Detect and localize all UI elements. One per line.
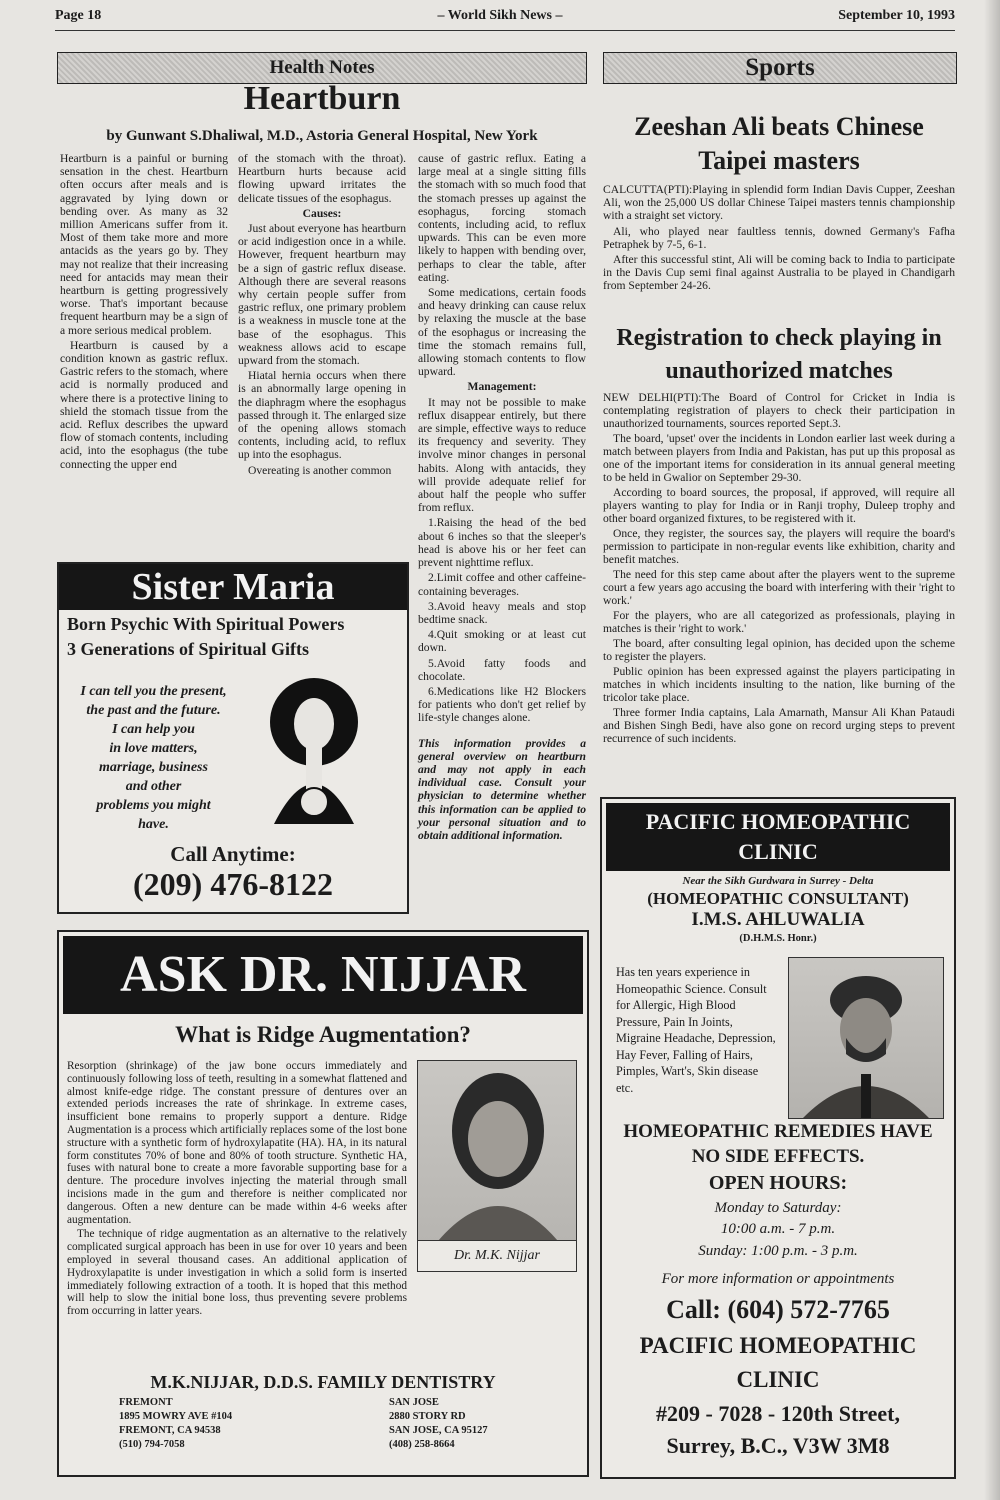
paragraph: The board, after consulting legal opinion, has decided upon the scheme to register the players. [603,637,955,663]
hours-weekday-time: 10:00 a.m. - 7 p.m. [720,1221,836,1237]
consultant-portrait-icon [789,958,943,1118]
ad-question: What is Ridge Augmentation? [175,1022,471,1047]
more-info: For more information or appointments [661,1271,895,1287]
paragraph: Ali, who played near faultless tennis, downed Germany's Fafha Petraphek by 7-5, 6-1. [603,224,955,251]
remedies-slogan: HOMEOPATHIC REMEDIES HAVE NO SIDE EFFECTS. [623,1121,933,1167]
hours-weekday: Monday to Saturday: [714,1200,842,1216]
management-heading: Management: [467,380,537,394]
page-edge-shadow [984,0,1000,1500]
clinic-name: PACIFIC HOMEOPATHIC CLINIC [639,1333,917,1392]
ask-dr-nijjar-ad [57,930,589,1477]
sports-label: Sports [745,54,815,81]
practice-name: M.K.NIJJAR, D.D.S. FAMILY DENTISTRY [150,1372,496,1392]
paragraph: For the players, who are all categorized as professionals, playing in matches is their 'right to work.' [603,609,955,635]
fremont-address: FREMONT 1895 MOWRY AVE #104 FREMONT, CA 94538 (510) 794-7058 [119,1397,233,1450]
paragraph: Some medications, certain foods and heavy drinking can cause relux by relaxing the muscle at the base of the esophagus or increasing the time the stomach remains full, allowing stomach contents to flow upward. [418,286,586,379]
newspaper-name: – World Sikh News – [437,8,563,23]
sports-article-1 [603,183,955,295]
paragraph: 2.Limit coffee and other caffeine-containing beverages. [418,571,586,598]
paragraph: The board, 'upset' over the incidents in London earlier last week during a match between players from India and Pakistan, has put up this proposal as one of the important items for consideration in its annual general meeting to be held in Gwalior on September 29-30. [603,432,955,484]
health-column-1 [60,152,228,473]
health-column-3 [418,152,586,844]
doctor-portrait-icon [418,1061,576,1241]
paragraph: According to board sources, the proposal, if approved, will require all players wanting to play for India or in Ranji trophy, Duleep trophy and other board organized fixtures, to be registered with it. [603,486,955,525]
sanjose-address: SAN JOSE 2880 STORY RD SAN JOSE, CA 95127 (408) 258-8664 [389,1397,488,1450]
sports-headline-1: Zeeshan Ali beats Chinese Taipei masters [634,112,924,175]
pacific-homeopathic-ad [600,797,956,1479]
psychic-figure-icon [254,674,374,834]
paragraph: 6.Medications like H2 Blockers for patients who don't get relief by life-style changes alone. [418,684,586,725]
ad-title: Sister Maria [59,564,407,610]
paragraph: 1.Raising the head of the bed about 6 inches so that the sleeper's head is above his or her feet can prevent nighttime reflux. [418,516,586,570]
photo-caption: Dr. M.K. Nijjar [418,1240,576,1271]
ad-phone: (209) 476-8122 [133,866,333,902]
clinic-address-1: #209 - 7028 - 120th Street, [656,1401,900,1426]
call-label: Call Anytime: [170,842,296,866]
paragraph: 3.Avoid heavy meals and stop bedtime snack. [418,599,586,626]
health-notes-label: Health Notes [269,57,375,78]
paragraph: Overeating is another common [248,463,392,477]
ad-line-1: Born Psychic With Spiritual Powers [67,614,345,634]
ad-title: ASK DR. NIJJAR [63,936,583,1014]
hours-sunday: Sunday: 1:00 p.m. - 3 p.m. [698,1243,858,1259]
sports-article-2 [603,391,955,747]
consultant-label: (HOMEOPATHIC CONSULTANT) [647,889,909,908]
nijjar-text [67,1060,407,1320]
paragraph: Hiatal hernia occurs when there is an abnormally large opening in the diaphragm where the esophagus passed through it. The enlarged size of the opening allows stomach contents, including acid, to reflux up into the esophagus. [238,369,406,462]
paragraph: NEW DELHI(PTI):The Board of Control for Cricket in India is contemplating registration of players to check their participation in unauthorized tournaments, sources reported Sept.3. [603,391,955,430]
paragraph: Just about everyone has heartburn or acid indigestion once in a while. However, frequent heartburn may be a sign of gastric reflux disease. Although there are several reasons why certain people suffer from gastric reflux, one primary problem is a weakness in muscle tone at the base of the esophagus. This weakness allows acid to escape upward from the stomach. [238,222,406,368]
paragraph: Heartburn is caused by a condition known as gastric reflux. Gastric refers to the stomach, where acid is normally produced and where there is a protective lining to shield the stomach tissue from the acid. Reflux describes the upward flow of stomach contents, including acid, into the esophagus (the tube connecting the upper end [60,338,228,471]
health-column-2 [238,152,406,479]
paragraph: Resorption (shrinkage) of the jaw bone occurs immediately and continuously following loss of teeth, resulting in a somewhat flattened and almost knife-edge ridge. The constant pressure of dentures over an extended periods increases the rate of shrinkage. In extreme cases, insufficient bone remains to properly support a denture. Ridge Augmentation is a process which artificially replaces some of the lost bone structure with a synthetic form of hydroxylapatite (HA). HA, in its natural form constitutes 70% of bone and 80% of tooth structure. Synthetic HA, fuses with natural bone to create a more favorable supporting base for a denture. The procedure involves injecting the material through small incisions made in the gum and therefore is neither complicated nor dangerous. Often a new denture can be made within 4-6 weeks after augmentation. [67,1060,407,1226]
sister-maria-ad [57,562,409,914]
sports-headline-2: Registration to check playing in unauthorized matches [616,325,942,384]
paragraph: Heartburn is a painful or burning sensation in the chest. Heartburn often occurs after meals and is aggravated by lying down or bending over. As many as 32 million Americans suffer from it. Most of them take more and more antacids as the years go by. They may not realize that their increasing need for antacids may mean their heartburn is getting progressively worse. That's important because frequent heartburn may be a sign of a more serious medical problem. [60,152,228,337]
ad-title: PACIFIC HOMEOPATHIC CLINIC [606,803,950,871]
paragraph: of the stomach with the throat). Heartburn hurts because acid flowing upward irritates the delicate tissues of the esophagus. [238,152,406,205]
paragraph: The technique of ridge augmentation as an alternative to the relatively complicated surgical approach has been in use for over 10 years and been employed in several thousand cases. An additional application of Hydroxylapatite is under investigation in which a solid form is inserted immediately following extraction of a tooth. It is hoped that this method will help to slow the initial bone loss, thus preventing severe problems from occurring in latter years. [67,1228,407,1318]
paragraph: The need for this step came about after the players went to the supreme court a few years ago accusing the board with interfering with their 'right to work.' [603,568,955,607]
causes-heading: Causes: [302,206,342,220]
consultant-name: I.M.S. AHLUWALIA [691,909,865,930]
clinic-address-2: Surrey, B.C., V3W 3M8 [666,1433,890,1458]
doctor-photo [417,1060,577,1272]
ad-location: Near the Sikh Gurdwara in Surrey - Delta [682,875,874,887]
disclaimer: This information provides a general overview on heartburn and may not apply in each individual case. Consult your physician to determine whether this information can be applied to your personal situation and to obtain additional information. [418,736,586,842]
article-byline: by Gunwant S.Dhaliwal, M.D., Astoria General Hospital, New York [106,128,538,144]
consultant-degree: (D.H.M.S. Honr.) [739,933,817,944]
article-title: Heartburn [243,80,401,117]
paragraph: CALCUTTA(PTI):Playing in splendid form Indian Davis Cupper, Zeeshan Ali, won the 25,000 US dollar Chinese Taipei masters tennis championship with a straight set victory. [603,183,955,223]
paragraph: Once, they register, the sources say, the players will require the board's permission to participate in non-regular events like exhibition, charity and benefit matches. [603,527,955,566]
paragraph: cause of gastric reflux. Eating a large meal at a single sitting fills the stomach with so much food that the stomach presses up against the esophagus, forcing stomach contents, including acid, to reflux upwards. This can be even more likely to happen with bending over, perhaps to clear the table, after eating. [418,152,586,284]
paragraph: 5.Avoid fatty foods and chocolate. [418,656,586,683]
paragraph: 4.Quit smoking or at least cut down. [418,628,586,655]
issue-date: September 10, 1993 [838,8,955,23]
paragraph: Three former India captains, Lala Amarnath, Mansur Ali Khan Pataudi and Bishen Singh Bedi, have also gone on record urging steps to prevent recurrence of such incidents. [603,706,955,745]
sports-banner [603,52,957,84]
paragraph: It may not be possible to make reflux disappear entirely, but there are simple, effective ways to reduce its frequency and severity. They involve minor changes in personal habits. Along with antacids, they will provide adequate relief for about half the people who suffer from reflux. [418,395,586,515]
clinic-phone: Call: (604) 572-7765 [666,1295,890,1324]
header-rule [55,30,955,31]
ad-line-2: 3 Generations of Spiritual Gifts [67,639,309,659]
paragraph: After this successful stint, Ali will be coming back to India to participate in the Davis Cup semi final against Australia to be played in Chandigarh from September 24-26. [603,253,955,293]
consultant-photo [788,957,944,1119]
experience-text: Has ten years experience in Homeopathic Science. Consult for Allergic, High Blood Pressure, Pain In Joints, Migraine Headache, Depression, Hay Fever, Falling of Hairs, Pimples, Wart's, Skin disease etc. [616,965,776,1095]
hours-heading: OPEN HOURS: [708,1172,848,1194]
page-number: Page 18 [55,8,102,23]
paragraph: Public opinion has been expressed against the players participating in matches in which incidents insulting to the nation, like burning of the tricolor take place. [603,665,955,704]
ad-pitch: I can tell you the present, the past and the future. I can help you in love matters, marriage, business and other problems you might have. [80,684,227,832]
